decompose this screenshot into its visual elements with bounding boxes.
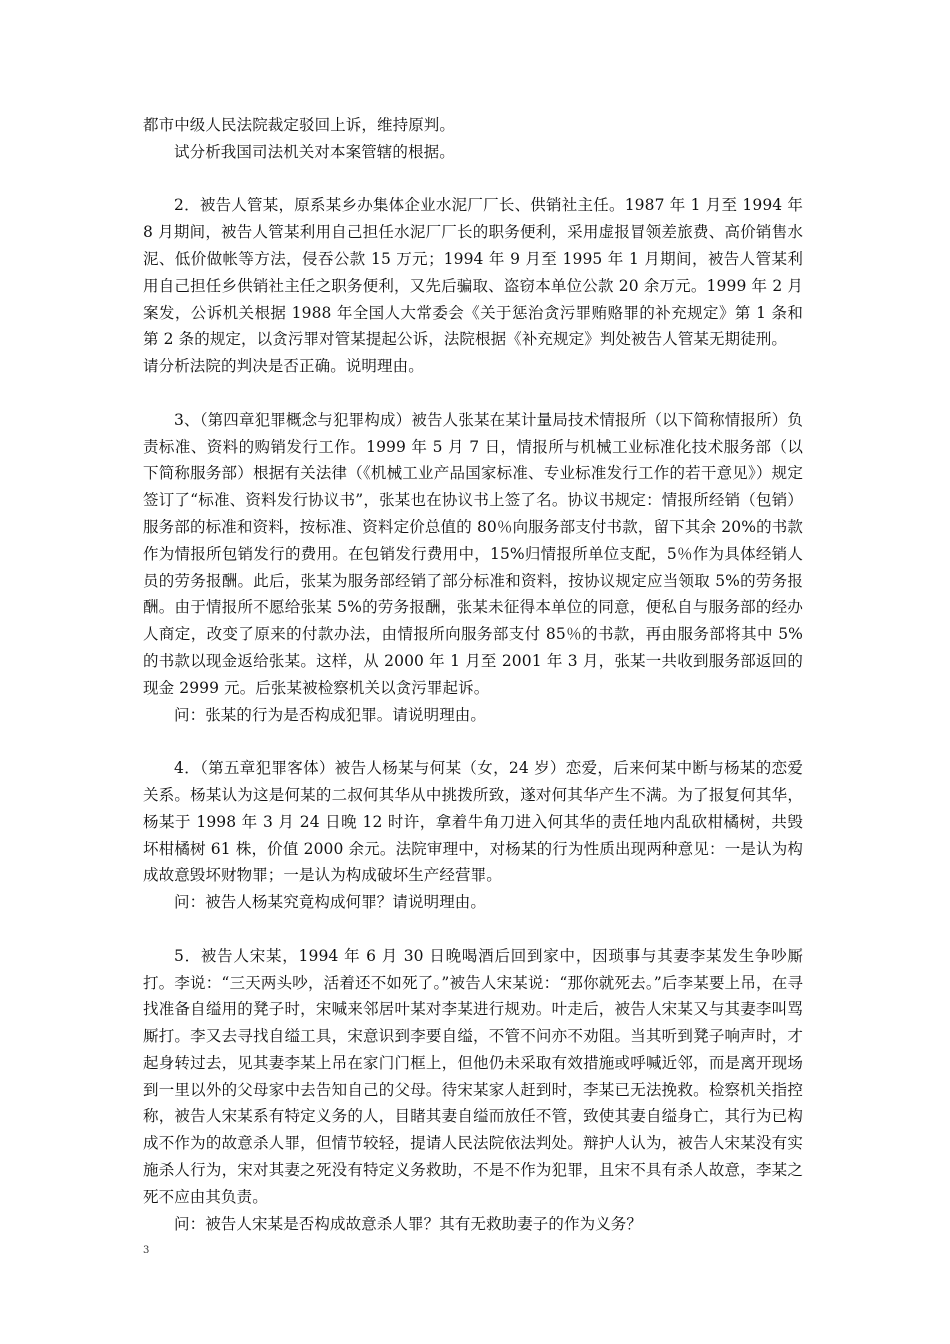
case4-question: 问：被告人杨某究竟构成何罪？请说明理由。 [174, 893, 487, 912]
case1-conclusion: 都市中级人民法院裁定驳回上诉，维持原判。 [143, 116, 456, 134]
case2-text: 2．被告人管某，原系某乡办集体企业水泥厂厂长、供销社主任。1987 年 1 月至 1994 年 8 月期间，被告人管某利用自己担任水泥厂厂长的职务便利，采用虚报冒领差旅费、高价销售水泥、低价做帐等方法，侵吞公款 15 万元；1994 年 9 月至 1995 年 1 月期间，被告人管某利用自己担任乡供销社主任之职务便利，又先后骗取、盗窃本单位公款 20 余万元。1999 年 2 月案发，公诉机关根据 1988 年全国人大常委会《关于惩治贪污罪贿赂罪的补充规定》第 1 条和第 2 条的规定，以贪污罪对管某提起公诉，法院根据《补充规定》判处被告人管某无期徒刑。 [143, 196, 803, 349]
case4-text: 4．（第五章犯罪客体）被告人杨某与何某（女，24 岁）恋爱，后来何某中断与杨某的恋爱关系。杨某认为这是何某的二叔何其华从中挑拨所致，遂对何其华产生不满。为了报复何其华，杨某于 1998 年 3 月 24 日晚 12 时许，拿着牛角刀进入何其华的责任地内乱砍柑橘树，共毁坏柑橘树 61 株，价值 2000 余元。法院审理中，对杨某的行为性质出现两种意见：一是认为构成故意毁坏财物罪；一是认为构成破坏生产经营罪。 [143, 759, 803, 885]
case2-question: 请分析法院的判决是否正确。说明理由。 [143, 357, 424, 376]
case3-question: 问：张某的行为是否构成犯罪。请说明理由。 [174, 705, 487, 724]
document-body [143, 112, 803, 1237]
paragraph-gap [143, 916, 803, 943]
page-number: 3 [143, 1245, 150, 1256]
case1-question: 试分析我国司法机关对本案管辖的根据。 [174, 142, 455, 161]
case5-text: 5．被告人宋某，1994 年 6 月 30 日晚喝酒后回到家中，因琐事与其妻李某发生争吵厮打。李说：“三天两头吵，活着还不如死了。”被告人宋某说：“那你就死去。”后李某要上吊，在寻找准备自缢用的凳子时，宋喊来邻居叶某对李某进行规劝。叶走后，被告人宋某又与其妻李叫骂厮打。李又去寻找自缢工具，宋意识到李要自缢，不管不问亦不劝阻。当其听到凳子响声时，才起身转过去，见其妻李某上吊在家门门框上，但他仍未采取有效措施或呼喊近邻，而是离开现场到一里以外的父母家中去告知自己的父母。待宋某家人赶到时，李某已无法挽救。检察机关指控称，被告人宋某系有特定义务的人，目睹其妻自缢而放任不管，致使其妻自缢身亡，其行为已构成不作为的故意杀人罪，但情节较轻，提请人民法院依法判处。辩护人认为，被告人宋某没有实施杀人行为，宋对其妻之死没有特定义务救助，不是不作为犯罪，且宋不具有杀人故意，李某之死不应由其负责。 [143, 946, 803, 1206]
paragraph-gap [143, 380, 803, 407]
case3-text: 3、（第四章犯罪概念与犯罪构成）被告人张某在某计量局技术情报所（以下简称情报所）负责标准、资料的购销发行工作。1999 年 5 月 7 日，情报所与机械工业标准化技术服务部（以下简称服务部）根据有关法律（《机械工业产品国家标准、专业标准发行工作的若干意见》）规定签订了“标准、资料发行协议书”，张某也在协议书上签了名。协议书规定：情报所经销（包销）服务部的标准和资料，按标准、资料定价总值的 80％向服务部支付书款，留下其余 20%的书款作为情报所包销发行的费用。在包销发行费用中，15%归情报所单位支配，5％作为具体经销人员的劳务报酬。此后，张某为服务部经销了部分标准和资料，按协议规定应当领取 5%的劳务报酬。由于情报所不愿给张某 5%的劳务报酬，张某未征得本单位的同意，便私自与服务部的经办人商定，改变了原来的付款办法，由情报所向服务部支付 85％的书款，再由服务部将其中 5%的书款以现金返给张某。这样，从 2000 年 1 月至 2001 年 3 月，张某一共收到服务部返回的现金 2999 元。后张某被检察机关以贪污罪起诉。 [143, 410, 803, 697]
paragraph-gap [143, 166, 803, 193]
paragraph-gap [143, 728, 803, 755]
case5-question: 问：被告人宋某是否构成故意杀人罪？其有无救助妻子的作为义务？ [174, 1214, 643, 1233]
